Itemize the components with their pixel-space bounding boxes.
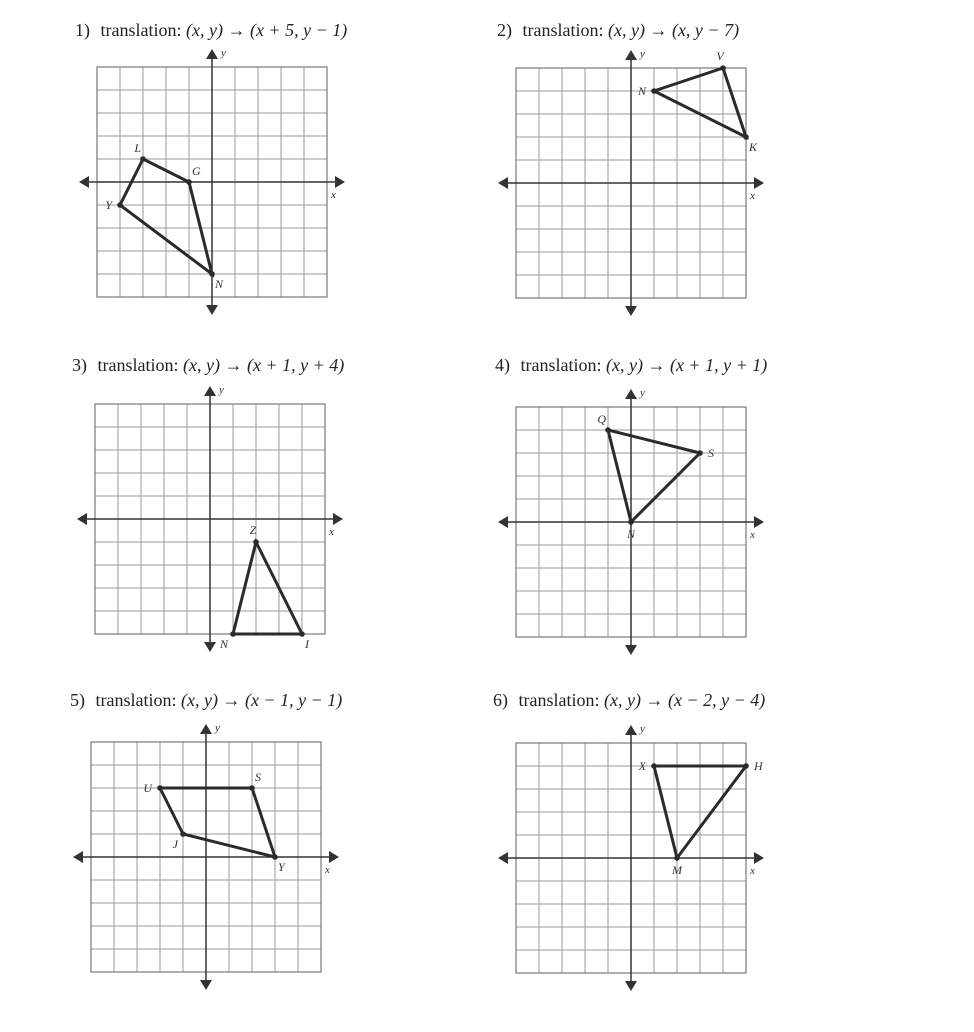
vertex-point-I [299,631,305,637]
y-axis-label: y [215,722,220,734]
vertex-label-Y: Y [105,198,112,212]
x-axis-arrow-right-icon [335,176,345,188]
vertex-point-N [651,88,657,94]
vertex-label-K: K [749,140,758,154]
x-axis-label: x [329,526,334,538]
vertex-point-Z [253,539,259,545]
x-axis-arrow-left-icon [77,513,87,525]
coordinate-grid [72,355,372,665]
vertex-point-K [743,134,749,140]
x-axis-arrow-left-icon [498,852,508,864]
problem-number: 5) [70,690,85,710]
y-axis-label: y [640,387,645,399]
vertex-point-Y [272,854,278,860]
problem-3 [72,355,532,685]
vertex-label-N: N [215,277,224,291]
y-axis-label: y [640,723,645,735]
vertex-label-S: S [708,446,714,460]
y-axis-arrow-up-icon [204,386,216,396]
vertex-point-M [674,855,680,861]
x-axis-label: x [331,189,336,201]
y-axis-arrow-up-icon [206,49,218,59]
x-axis-arrow-left-icon [498,177,508,189]
vertex-label-J: J [172,837,178,851]
vertex-label-N: N [626,527,636,541]
y-axis-arrow-down-icon [625,645,637,655]
vertex-label-Y: Y [278,860,285,874]
vertex-label-I: I [305,637,309,651]
problem-label: translation: [522,20,604,40]
y-axis-arrow-up-icon [625,50,637,60]
y-axis-arrow-down-icon [206,305,218,315]
vertex-label-H: H [754,759,763,773]
problem-number: 6) [493,690,508,710]
y-axis-label: y [640,48,645,60]
translation-rule: (x, y) → (x, y − 7) [607,20,740,40]
x-axis-label: x [750,865,755,877]
vertex-point-N [628,519,634,525]
vertex-label-U: U [143,781,152,795]
vertex-label-V: V [716,49,724,63]
problem-1 [75,20,535,350]
translation-rule: (x, y) → (x + 1, y + 4) [182,355,345,375]
vertex-point-N [230,631,236,637]
translation-rule: (x, y) → (x + 5, y − 1) [185,20,348,40]
problem-label: translation: [520,355,602,375]
vertex-label-S: S [255,770,261,784]
y-axis-arrow-up-icon [625,725,637,735]
x-axis-arrow-left-icon [79,176,89,188]
problem-number: 3) [72,355,87,375]
x-axis-arrow-left-icon [73,851,83,863]
vertex-label-Q: Q [597,412,606,426]
translation-rule: (x, y) → (x − 1, y − 1) [180,690,343,710]
vertex-label-Z: Z [249,523,257,537]
vertex-label-X: X [638,759,646,773]
problem-6 [493,690,953,1020]
x-axis-label: x [750,529,755,541]
vertex-point-V [720,65,726,71]
coordinate-grid [75,20,375,330]
x-axis-arrow-right-icon [754,516,764,528]
vertex-label-L: L [134,141,141,155]
problem-5 [70,690,530,1020]
x-axis-label: x [325,864,330,876]
y-axis-arrow-up-icon [625,389,637,399]
problem-label: translation: [100,20,182,40]
coordinate-grid [70,690,370,1000]
vertex-point-J [180,831,186,837]
problem-number: 1) [75,20,90,40]
problem-label: translation: [97,355,179,375]
vertex-point-L [140,156,146,162]
problem-2 [497,20,957,350]
problem-4 [495,355,955,685]
y-axis-arrow-down-icon [625,981,637,991]
vertex-point-Y [117,202,123,208]
vertex-label-G: G [192,164,201,178]
problem-number: 4) [495,355,510,375]
vertex-point-Q [605,427,611,433]
translation-rule: (x, y) → (x − 2, y − 4) [603,690,766,710]
y-axis-label: y [221,47,226,59]
x-axis-arrow-right-icon [754,852,764,864]
y-axis-arrow-down-icon [200,980,212,990]
x-axis-arrow-right-icon [329,851,339,863]
x-axis-arrow-right-icon [333,513,343,525]
y-axis-label: y [219,384,224,396]
translation-rule: (x, y) → (x + 1, y + 1) [605,355,768,375]
coordinate-grid [495,355,795,665]
y-axis-arrow-down-icon [625,306,637,316]
problem-label: translation: [518,690,600,710]
vertex-point-S [697,450,703,456]
vertex-point-H [743,763,749,769]
vertex-label-M: M [672,863,682,877]
coordinate-grid [497,20,797,330]
vertex-point-U [157,785,163,791]
vertex-point-N [209,271,215,277]
y-axis-arrow-down-icon [204,642,216,652]
y-axis-arrow-up-icon [200,724,212,734]
problem-number: 2) [497,20,512,40]
x-axis-label: x [750,190,755,202]
x-axis-arrow-left-icon [498,516,508,528]
vertex-label-N: N [637,84,646,98]
problem-label: translation: [95,690,177,710]
x-axis-arrow-right-icon [754,177,764,189]
vertex-label-N: N [219,637,228,651]
vertex-point-X [651,763,657,769]
coordinate-grid [493,690,793,1000]
vertex-point-G [186,179,192,185]
vertex-point-S [249,785,255,791]
